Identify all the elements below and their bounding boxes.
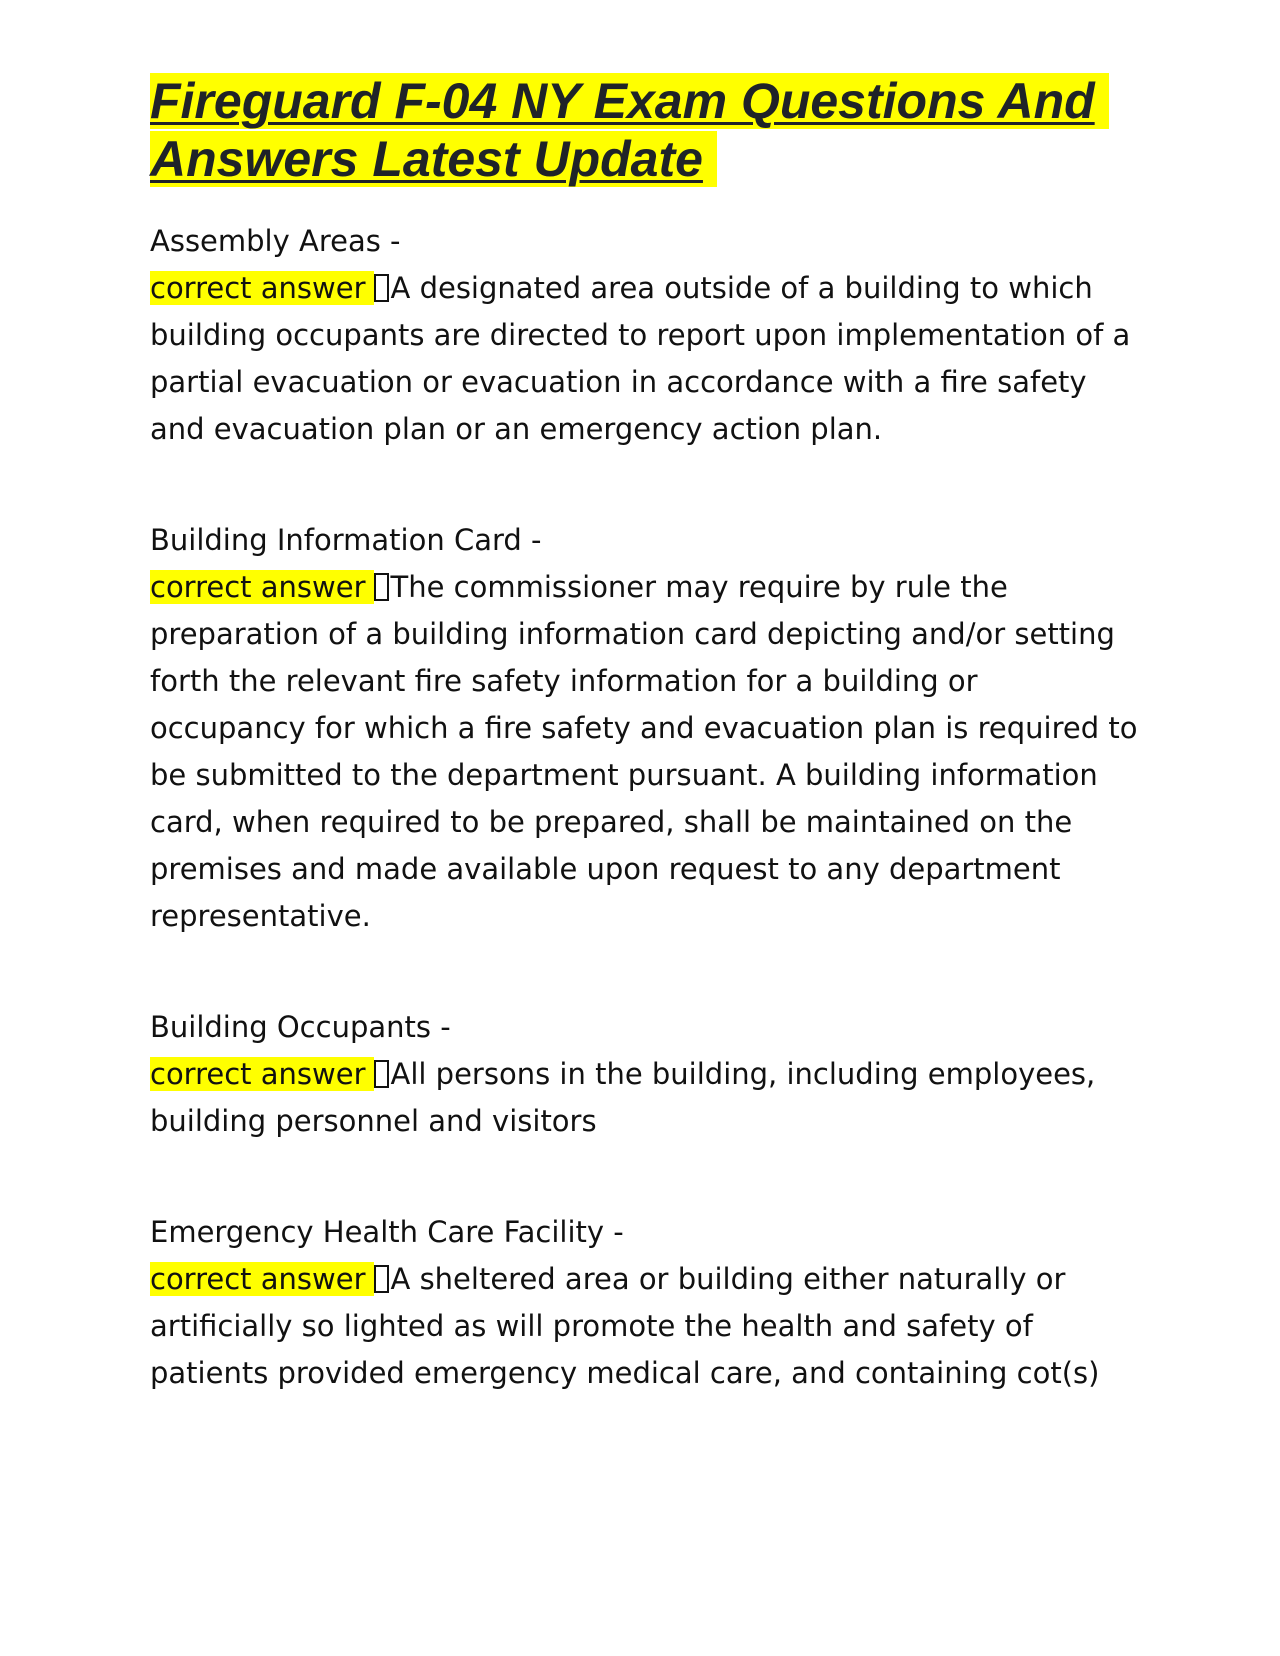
answer-text: A designated area outside of a building to which building occupants are directed to report upon implementation of a partial evacuation or evacuation in accordance with a fire safety and evacuation plan or an emergency action plan. <box>150 271 1131 446</box>
question-term: Emergency Health Care Facility - <box>150 1215 624 1249</box>
missing-glyph-icon <box>374 274 389 302</box>
qa-entry <box>150 218 1140 453</box>
qa-entry <box>150 1209 1140 1397</box>
title-line-1 <box>150 72 1130 130</box>
qa-entry <box>150 1004 1140 1145</box>
answer-paragraph <box>150 265 1140 453</box>
answer-paragraph <box>150 1051 1140 1145</box>
missing-glyph-icon <box>374 1060 389 1088</box>
answer-text: A sheltered area or building either naturally or artificially so lighted as will promote the health and safety of patients provided emergency medical care, and containing cot(s) <box>150 1262 1100 1390</box>
correct-answer-label: correct answer <box>150 1057 374 1091</box>
qa-entry <box>150 517 1140 940</box>
missing-glyph-icon <box>374 573 389 601</box>
title-highlight-2: Answers Latest Update <box>150 131 717 187</box>
missing-glyph-icon <box>374 1265 389 1293</box>
answer-text: The commissioner may require by rule the preparation of a building information card depicting and/or setting forth the relevant fire safety information for a building or occupancy for which a fire safety and evacuation plan is required to be submitted to the department pursuant. A building information card, when required to be prepared, shall be maintained on the premises and made available upon request to any department representative. <box>150 570 1138 933</box>
title-line-2 <box>150 130 1130 188</box>
qa-list <box>150 218 1140 1461</box>
answer-text: All persons in the building, including employees, building personnel and visitors <box>150 1057 1096 1138</box>
title-highlight-1: Fireguard F-04 NY Exam Questions And <box>150 73 1109 129</box>
correct-answer-label: correct answer <box>150 570 374 604</box>
question-term: Building Information Card - <box>150 523 542 557</box>
page-title <box>150 72 1130 188</box>
answer-paragraph <box>150 564 1140 940</box>
question-term: Assembly Areas - <box>150 224 401 258</box>
correct-answer-label: correct answer <box>150 271 374 305</box>
correct-answer-label: correct answer <box>150 1262 374 1296</box>
answer-paragraph <box>150 1256 1140 1397</box>
question-term: Building Occupants - <box>150 1010 451 1044</box>
